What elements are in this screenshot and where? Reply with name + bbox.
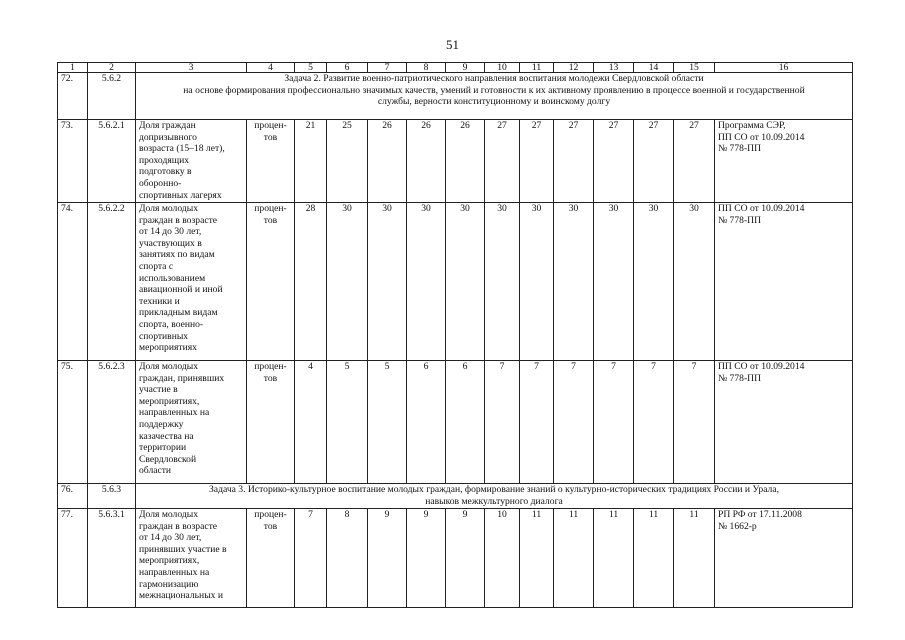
header-cell: 4 xyxy=(247,63,295,73)
value-cell: 30 xyxy=(674,203,715,361)
value-cell: 27 xyxy=(634,120,674,203)
row-code: 5.6.3.1 xyxy=(88,509,136,608)
value-cell: 27 xyxy=(485,120,520,203)
header-cell: 11 xyxy=(520,63,554,73)
value-cell: 30 xyxy=(446,203,485,361)
task-title: Задача 2. Развитие военно-патриотического направления воспитания молодежи Свердловской области на основе формирования профессионально значимых качеств, умений и готовности к их активному проявлению в процессе военной и государственной службы, верности конституционному и воинскому долгу xyxy=(136,73,853,120)
value-cell: 27 xyxy=(554,120,594,203)
row-code: 5.6.2.3 xyxy=(88,361,136,484)
value-cell: 8 xyxy=(327,509,368,608)
row-number: 72. xyxy=(58,73,88,120)
indicators-table xyxy=(57,62,853,608)
value-cell: 26 xyxy=(446,120,485,203)
header-cell: 14 xyxy=(634,63,674,73)
value-cell: 26 xyxy=(407,120,446,203)
value-cell: 27 xyxy=(674,120,715,203)
header-cell: 10 xyxy=(485,63,520,73)
value-cell: 7 xyxy=(485,361,520,484)
unit-cell: процен- тов xyxy=(247,361,295,484)
source-cell: Программа СЭР, ПП СО от 10.09.2014 № 778-ПП xyxy=(715,120,853,203)
value-cell: 7 xyxy=(594,361,634,484)
unit-cell: процен- тов xyxy=(247,509,295,608)
header-cell: 13 xyxy=(594,63,634,73)
source-cell: ПП СО от 10.09.2014 № 778-ПП xyxy=(715,361,853,484)
indicator-name: Доля молодых граждан в возрасте от 14 до 30 лет, участвующих в занятиях по видам спорта с использованием авиационной и иной техники и прикладным видам спорта, военно- спортивных мероприятиях xyxy=(136,203,247,361)
header-cell: 3 xyxy=(136,63,247,73)
value-cell: 27 xyxy=(520,120,554,203)
row-number: 76. xyxy=(58,484,88,509)
value-cell: 10 xyxy=(485,509,520,608)
row-number: 75. xyxy=(58,361,88,484)
value-cell: 30 xyxy=(554,203,594,361)
header-cell: 5 xyxy=(295,63,327,73)
value-cell: 30 xyxy=(407,203,446,361)
row-number: 77. xyxy=(58,509,88,608)
value-cell: 6 xyxy=(446,361,485,484)
unit-cell: процен- тов xyxy=(247,120,295,203)
task-row xyxy=(58,73,853,120)
value-cell: 30 xyxy=(327,203,368,361)
value-cell: 27 xyxy=(594,120,634,203)
header-cell: 2 xyxy=(88,63,136,73)
value-cell: 6 xyxy=(407,361,446,484)
row-code: 5.6.2.1 xyxy=(88,120,136,203)
table-header-row xyxy=(58,63,853,73)
header-cell: 9 xyxy=(446,63,485,73)
value-cell: 7 xyxy=(295,509,327,608)
value-cell: 7 xyxy=(554,361,594,484)
task-title: Задача 3. Историко-культурное воспитание молодых граждан, формирование знаний о культурно-исторических традициях России и Урала, навыков межкультурного диалога xyxy=(136,484,853,509)
value-cell: 30 xyxy=(485,203,520,361)
value-cell: 28 xyxy=(295,203,327,361)
indicator-name: Доля молодых граждан в возрасте от 14 до 30 лет, принявших участие в мероприятиях, направленных на гармонизацию межнациональных и xyxy=(136,509,247,608)
source-cell: ПП СО от 10.09.2014 № 778-ПП xyxy=(715,203,853,361)
header-cell: 12 xyxy=(554,63,594,73)
value-cell: 30 xyxy=(368,203,407,361)
row-code: 5.6.3 xyxy=(88,484,136,509)
table-row xyxy=(58,509,853,608)
source-cell: РП РФ от 17.11.2008 № 1662-р xyxy=(715,509,853,608)
value-cell: 7 xyxy=(634,361,674,484)
value-cell: 11 xyxy=(554,509,594,608)
header-cell: 1 xyxy=(58,63,88,73)
indicator-name: Доля граждан допризывного возраста (15–18 лет), проходящих подготовку в оборонно- спортивных лагерях xyxy=(136,120,247,203)
table-row xyxy=(58,361,853,484)
value-cell: 30 xyxy=(520,203,554,361)
row-number: 73. xyxy=(58,120,88,203)
task-row xyxy=(58,484,853,509)
value-cell: 30 xyxy=(634,203,674,361)
header-cell: 15 xyxy=(674,63,715,73)
value-cell: 9 xyxy=(368,509,407,608)
row-number: 74. xyxy=(58,203,88,361)
value-cell: 4 xyxy=(295,361,327,484)
indicator-name: Доля молодых граждан, принявших участие в мероприятиях, направленных на поддержку казачества на территории Свердловской области xyxy=(136,361,247,484)
value-cell: 21 xyxy=(295,120,327,203)
value-cell: 25 xyxy=(327,120,368,203)
value-cell: 26 xyxy=(368,120,407,203)
row-code: 5.6.2 xyxy=(88,73,136,120)
value-cell: 11 xyxy=(520,509,554,608)
value-cell: 30 xyxy=(594,203,634,361)
value-cell: 5 xyxy=(327,361,368,484)
value-cell: 11 xyxy=(634,509,674,608)
value-cell: 7 xyxy=(674,361,715,484)
value-cell: 9 xyxy=(407,509,446,608)
header-cell: 7 xyxy=(368,63,407,73)
header-cell: 8 xyxy=(407,63,446,73)
table-row xyxy=(58,203,853,361)
value-cell: 7 xyxy=(520,361,554,484)
header-cell: 6 xyxy=(327,63,368,73)
unit-cell: процен- тов xyxy=(247,203,295,361)
table-row xyxy=(58,120,853,203)
value-cell: 11 xyxy=(594,509,634,608)
page-number: 51 xyxy=(446,37,459,52)
value-cell: 5 xyxy=(368,361,407,484)
row-code: 5.6.2.2 xyxy=(88,203,136,361)
header-cell: 16 xyxy=(715,63,853,73)
value-cell: 9 xyxy=(446,509,485,608)
value-cell: 11 xyxy=(674,509,715,608)
